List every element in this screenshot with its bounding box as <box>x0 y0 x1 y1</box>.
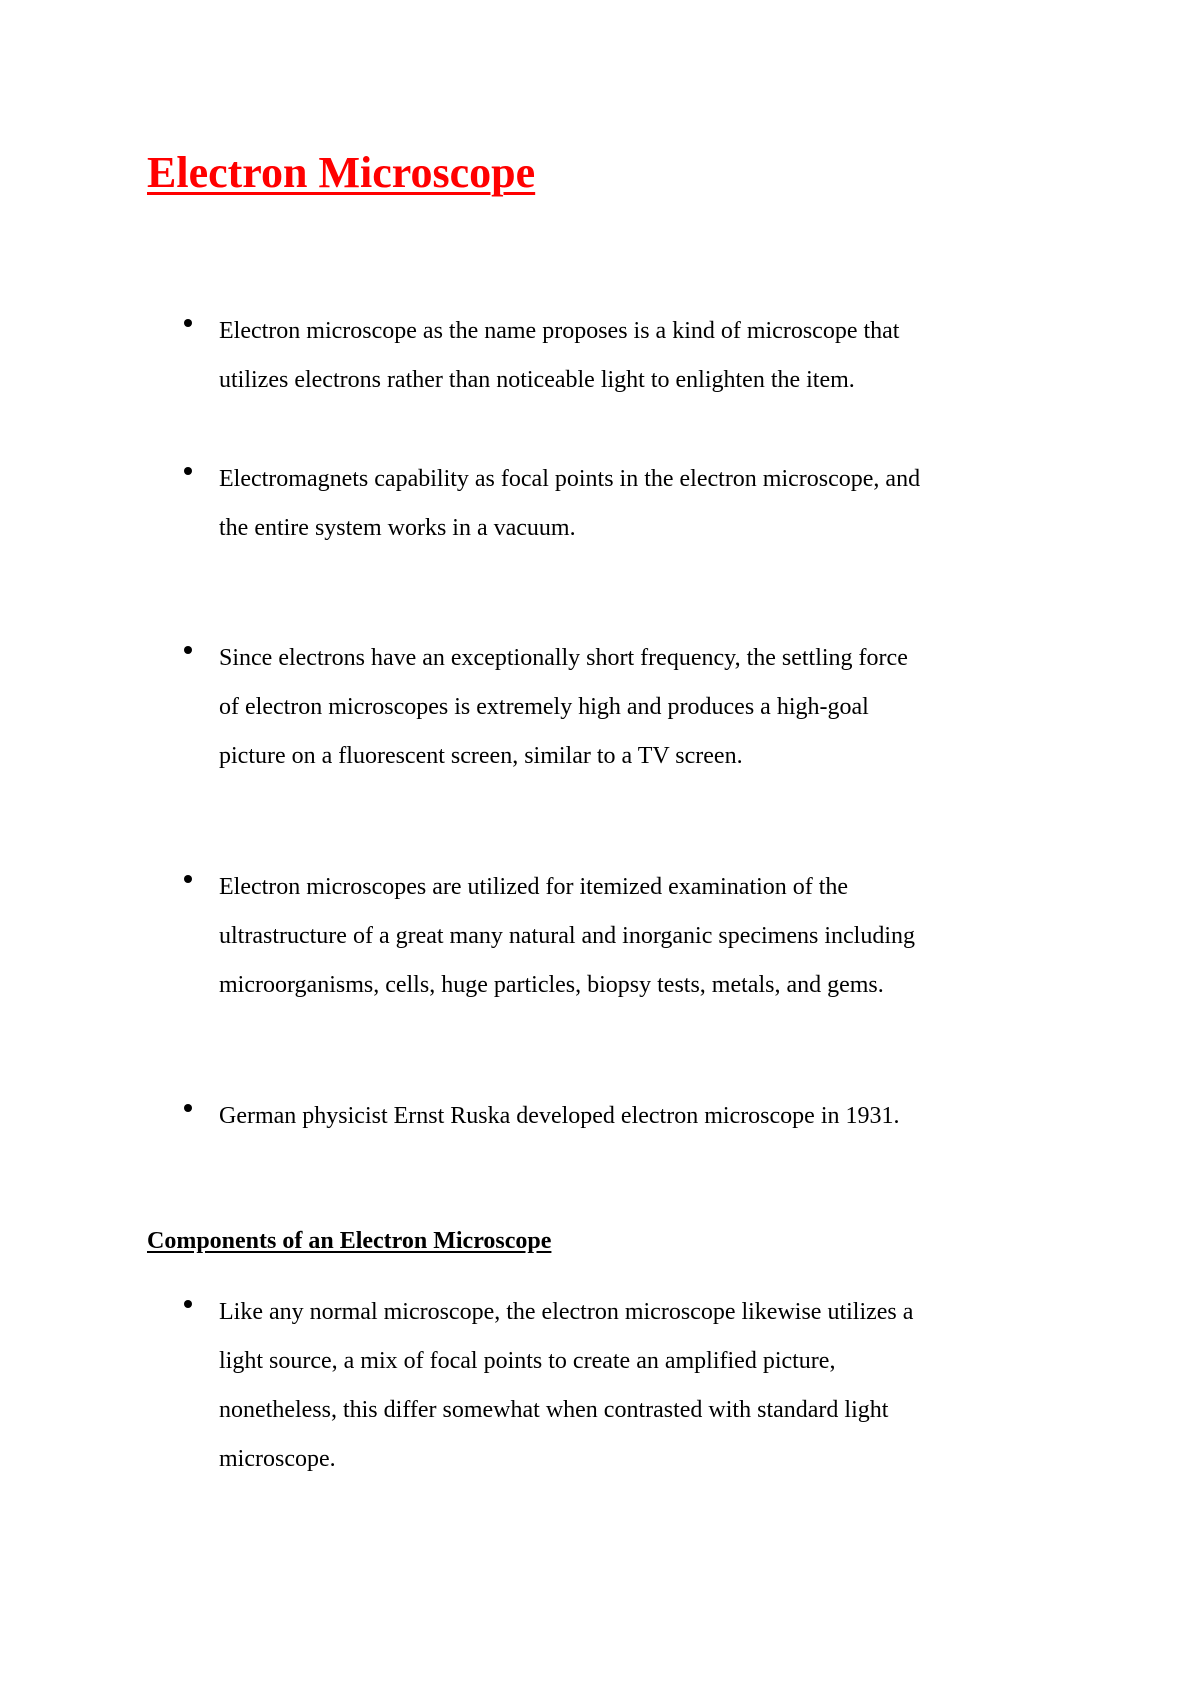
text-line: German physicist Ernst Ruska developed electron microscope in 1931. <box>219 1103 900 1129</box>
bullet-icon <box>184 875 192 883</box>
text-line: utilizes electrons rather than noticeable light to enlighten the item. <box>219 367 855 393</box>
list-item-text <box>219 1092 1079 1141</box>
text-line: microscope. <box>219 1446 336 1472</box>
bullet-icon <box>184 319 192 327</box>
text-line: Electron microscope as the name proposes is a kind of microscope that <box>219 318 900 344</box>
text-line: microorganisms, cells, huge particles, biopsy tests, metals, and gems. <box>219 972 884 998</box>
text-line: picture on a fluorescent screen, similar to a TV screen. <box>219 743 743 769</box>
text-line: Since electrons have an exceptionally short frequency, the settling force <box>219 645 908 671</box>
bullet-icon <box>184 467 192 475</box>
text-line: Electromagnets capability as focal points in the electron microscope, and <box>219 466 921 492</box>
text-line: ultrastructure of a great many natural and inorganic specimens including <box>219 923 915 949</box>
list-item-text <box>219 634 1079 781</box>
text-line: Electron microscopes are utilized for itemized examination of the <box>219 874 849 900</box>
list-item-text <box>219 307 1079 405</box>
text-line: nonetheless, this differ somewhat when contrasted with standard light <box>219 1397 889 1423</box>
section-heading: Components of an Electron Microscope <box>147 1228 552 1254</box>
text-line: light source, a mix of focal points to create an amplified picture, <box>219 1348 836 1374</box>
bullet-icon <box>184 1104 192 1112</box>
text-line: Like any normal microscope, the electron microscope likewise utilizes a <box>219 1299 914 1325</box>
text-line: the entire system works in a vacuum. <box>219 515 576 541</box>
list-item-text <box>219 455 1079 553</box>
list-item-text <box>219 1288 1079 1484</box>
page-title: Electron Microscope <box>147 148 536 197</box>
bullet-icon <box>184 646 192 654</box>
text-line: of electron microscopes is extremely high and produces a high-goal <box>219 694 869 720</box>
bullet-icon <box>184 1300 192 1308</box>
list-item-text <box>219 863 1079 1010</box>
